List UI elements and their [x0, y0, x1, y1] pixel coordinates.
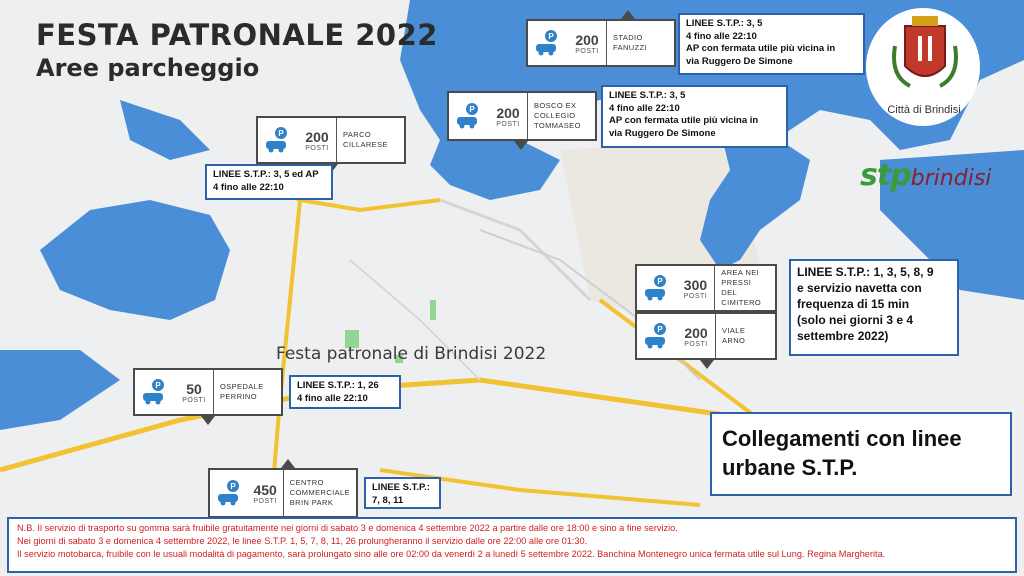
- lines-text: LINEE S.T.P.: 7, 8, 11: [372, 482, 430, 506]
- lines-bosco-ex-collegio: [601, 85, 788, 148]
- pin-pointer: [621, 10, 635, 19]
- title-sub: Aree parcheggio: [36, 54, 260, 82]
- lines-text: LINEE S.T.P.: 3, 5 4 fino alle 22:10 AP con fermata utile più vicina in via Ruggero De Simone: [686, 18, 836, 67]
- parking-name: VIALE ARNO: [715, 314, 751, 358]
- parking-unit: POSTI: [496, 120, 520, 128]
- lines-stadio-fanuzzi: [678, 13, 865, 75]
- lines-brin-park: [364, 477, 441, 509]
- parking-area-cimitero[interactable]: [635, 264, 777, 312]
- svg-text:P: P: [657, 325, 663, 334]
- svg-text:P: P: [469, 105, 475, 114]
- parking-unit: POSTI: [683, 292, 708, 300]
- parking-car-icon: [258, 118, 298, 162]
- svg-text:P: P: [278, 129, 284, 138]
- title-main: FESTA PATRONALE 2022: [36, 18, 438, 52]
- parking-name: OSPEDALE PERRINO: [213, 370, 270, 414]
- lines-ospedale-perrino: [289, 375, 401, 409]
- svg-text:P: P: [230, 482, 236, 491]
- parking-unit: POSTI: [575, 47, 599, 55]
- pin-pointer: [514, 141, 528, 150]
- parking-count: 200: [305, 128, 329, 145]
- footer-note-1: N.B. Il servizio di trasporto su gomma sarà fruibile gratuitamente nei giorni di sabato 3 e domenica 4 settembre 2022 a partire dalle ore 18:00 e sino a fine servizio.: [17, 523, 678, 533]
- parking-car-icon: [637, 314, 677, 358]
- collegamenti-box: Collegamenti con linee urbane S.T.P.: [710, 412, 1012, 496]
- parking-bosco-ex-collegio[interactable]: [447, 91, 597, 141]
- parking-count: 450: [253, 481, 277, 498]
- lines-text: LINEE S.T.P.: 3, 5 ed AP 4 fino alle 22:10: [213, 169, 319, 193]
- parking-ospedale-perrino[interactable]: [133, 368, 283, 416]
- parking-car-icon: [528, 21, 568, 65]
- parking-unit: POSTI: [305, 144, 329, 152]
- page-title: [36, 18, 438, 82]
- parking-unit: POSTI: [182, 396, 206, 404]
- parking-name: PARCO CILLARESE: [336, 118, 394, 162]
- svg-text:P: P: [548, 32, 554, 41]
- stp-logo: [860, 158, 991, 193]
- parking-count: 200: [575, 31, 599, 48]
- parking-parco-cillarese[interactable]: [256, 116, 406, 164]
- parking-count: 300: [683, 276, 708, 293]
- parking-unit: POSTI: [253, 497, 277, 505]
- svg-text:P: P: [155, 381, 161, 390]
- parking-name: BOSCO EX COLLEGIO TOMMASEO: [527, 93, 587, 139]
- parking-stadio-fanuzzi[interactable]: [526, 19, 676, 67]
- city-name: Città di Brindisi: [887, 104, 961, 116]
- lines-parco-cillarese: [205, 164, 333, 200]
- lines-text: LINEE S.T.P.: 3, 5 4 fino alle 22:10 AP con fermata utile più vicina in via Ruggero De Simone: [609, 90, 759, 139]
- svg-text:P: P: [657, 277, 663, 286]
- stp-logo-part2: brindisi: [910, 166, 992, 191]
- parking-car-icon: [449, 93, 489, 139]
- lines-area-cimitero: [789, 259, 959, 356]
- parking-unit: POSTI: [684, 340, 708, 348]
- parking-car-icon: [637, 266, 677, 310]
- parking-name: AREA NEI PRESSI DEL CIMITERO: [714, 266, 775, 310]
- pin-pointer: [700, 360, 714, 369]
- lines-text: LINEE S.T.P.: 1, 26 4 fino alle 22:10: [297, 380, 379, 404]
- parking-count: 200: [496, 104, 520, 121]
- parking-count: 50: [186, 380, 202, 397]
- lines-text: LINEE S.T.P.: 1, 3, 5, 8, 9 e servizio navetta con frequenza di 15 min (solo nei giorni 3 e 4 settembre 2022): [797, 265, 934, 343]
- stp-logo-part1: stp: [860, 158, 911, 193]
- parking-car-icon: [210, 470, 248, 516]
- parking-count: 200: [684, 324, 708, 341]
- map-label: Festa patronale di Brindisi 2022: [276, 344, 547, 364]
- footer-note-3: Il servizio motobarca, fruibile con le usuali modalità di pagamento, sarà prolungato sino alle ore 02:00 da venerdì 2 a lunedì 5 settembre 2022. Banchina Montenegro unica fermata utile sul Lung. Regina Margherita.: [17, 548, 886, 559]
- parking-name: STADIO FANUZZI: [606, 21, 653, 65]
- parking-name: CENTRO COMMERCIALE BRIN PARK: [283, 470, 356, 516]
- parking-car-icon: [135, 370, 175, 414]
- pin-pointer: [201, 416, 215, 425]
- pin-pointer: [281, 459, 295, 468]
- city-crest-icon: [890, 16, 960, 102]
- footer-note-2: Nei giorni di sabato 3 e domenica 4 settembre 2022, le linee S.T.P. 1, 5, 7, 8, 11, 26 prolungheranno il servizio dalle ore 22:00 alle ore 01:30.: [17, 535, 588, 546]
- footer-notes: [7, 517, 1017, 573]
- parking-viale-arno[interactable]: [635, 312, 777, 360]
- parking-brin-park[interactable]: [208, 468, 358, 518]
